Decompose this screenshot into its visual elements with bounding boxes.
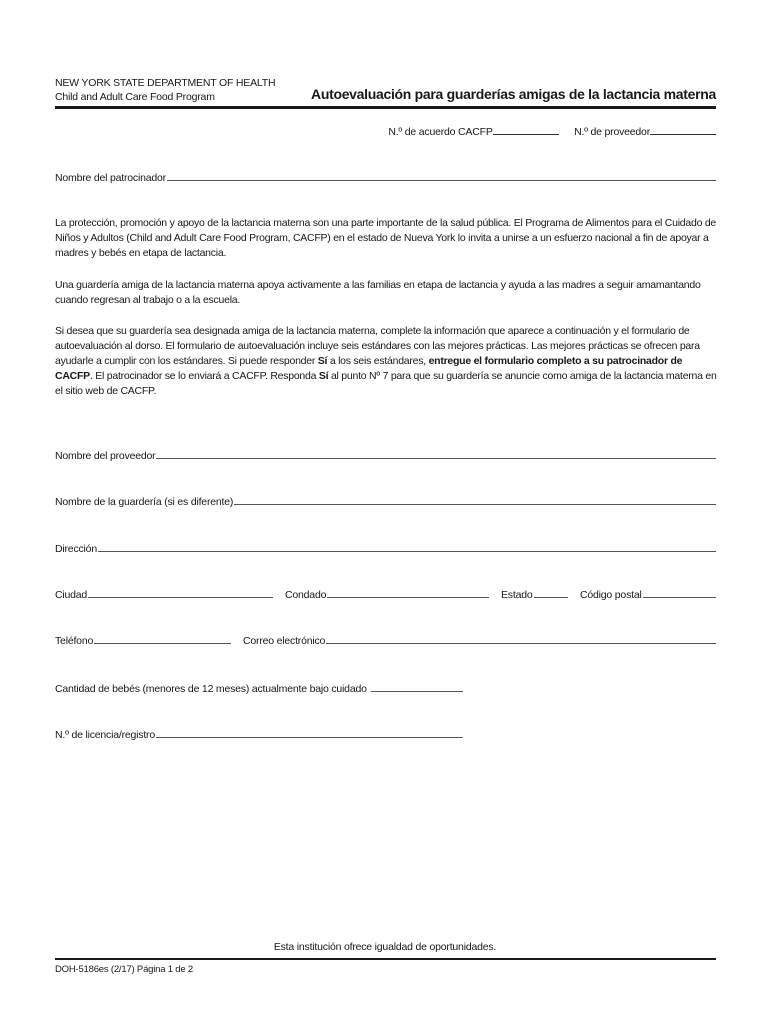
address-label: Dirección [55, 543, 97, 555]
header-divider [55, 106, 716, 109]
city-label: Ciudad [55, 589, 88, 601]
provider-name-row [55, 449, 716, 462]
zip-group [580, 588, 716, 601]
header-agency-block [55, 76, 275, 104]
footer-divider [55, 958, 716, 960]
email-field[interactable] [326, 634, 716, 644]
agency-name: NEW YORK STATE DEPARTMENT OF HEALTH [55, 77, 276, 89]
phone-email-row [55, 634, 716, 650]
zip-label: Código postal [580, 589, 642, 601]
daycare-name-label: Nombre de la guardería (si es diferente) [55, 496, 234, 508]
sponsor-row [55, 171, 716, 184]
license-field[interactable] [156, 728, 463, 738]
definition-paragraph: Una guardería amiga de la lactancia materna apoya activamente a las familias en etapa de lactancia y ayuda a las madres a seguir amamantando cuando regresan al trabajo o a la escuela. [55, 279, 701, 306]
license-label: N.º de licencia/registro [55, 729, 155, 741]
instructions-si-1: Sí [317, 355, 328, 367]
instructions-text-a: Si desea que su guardería sea designada amiga de la lactancia materna, complete la información que aparece a continuación y el formulario de autoevaluación al dorso. El formulario de autoevaluación incluye seis estándares con las mejores prácticas. Las mejores prácticas se ofrecen para ayudarle a cumplir con los estándares. Si puede responder [55, 325, 700, 367]
infants-label: Cantidad de bebés (menores de 12 meses) actualmente bajo cuidado [55, 683, 367, 695]
email-label: Correo electrónico [243, 635, 326, 647]
infants-row [55, 682, 463, 695]
cacfp-agreement-field[interactable] [493, 124, 559, 135]
equal-opportunity-statement: Esta institución ofrece igualdad de oportunidades. [273, 941, 497, 953]
agreement-numbers [388, 124, 716, 138]
state-field[interactable] [534, 588, 569, 598]
instructions-si-2: Sí [318, 370, 329, 382]
address-field[interactable] [98, 542, 716, 552]
cacfp-agreement-label: N.º de acuerdo CACFP [388, 126, 493, 138]
phone-group [55, 634, 231, 647]
form-title: Autoevaluación para guarderías amigas de la lactancia materna [311, 86, 716, 102]
provider-name-label: Nombre del proveedor [55, 450, 156, 462]
license-row [55, 728, 463, 741]
city-county-row [55, 588, 716, 604]
program-name: Child and Adult Care Food Program [55, 91, 215, 103]
instructions-text-d: al punto Nº 7 para que su guardería se anuncie como amiga de la lactancia materna en el sitio web de CACFP. [55, 370, 717, 397]
sponsor-label: Nombre del patrocinador [55, 172, 166, 184]
infants-field[interactable] [371, 682, 463, 692]
county-label: Condado [285, 589, 327, 601]
address-row [55, 542, 716, 555]
daycare-name-field[interactable] [234, 495, 716, 505]
instructions-bold: entregue el formulario completo a su patrocinador de CACFP [55, 355, 683, 382]
provider-name-field[interactable] [156, 449, 716, 459]
state-group [501, 588, 568, 601]
provider-number-field[interactable] [650, 124, 716, 135]
daycare-name-row [55, 495, 716, 508]
provider-number-label: N.º de proveedor [574, 126, 650, 138]
county-field[interactable] [327, 588, 489, 598]
instructions-text-b: a los seis estándares, [327, 355, 429, 367]
state-label: Estado [501, 589, 533, 601]
sponsor-field[interactable] [167, 171, 716, 181]
intro-paragraph: La protección, promoción y apoyo de la lactancia materna son una parte importante de la salud pública. El Programa de Alimentos para el Cuidado de Niños y Adultos (Child and Adult Care Food Program, CACFP) en el estado de Nueva York lo invita a unirse a un esfuerzo nacional a fin de apoyar a madres y bebés en etapa de lactancia. [55, 217, 717, 259]
phone-field[interactable] [94, 634, 231, 644]
city-field[interactable] [88, 588, 273, 598]
phone-label: Teléfono [55, 635, 94, 647]
instructions-text-c: . El patrocinador se lo enviará a CACFP. Responda [89, 370, 319, 382]
city-group [55, 588, 273, 601]
email-group [243, 634, 716, 647]
zip-field[interactable] [643, 588, 716, 598]
county-group [285, 588, 489, 601]
instructions-paragraph [55, 324, 717, 399]
form-id: DOH-5186es (2/17) Página 1 de 2 [55, 964, 193, 975]
